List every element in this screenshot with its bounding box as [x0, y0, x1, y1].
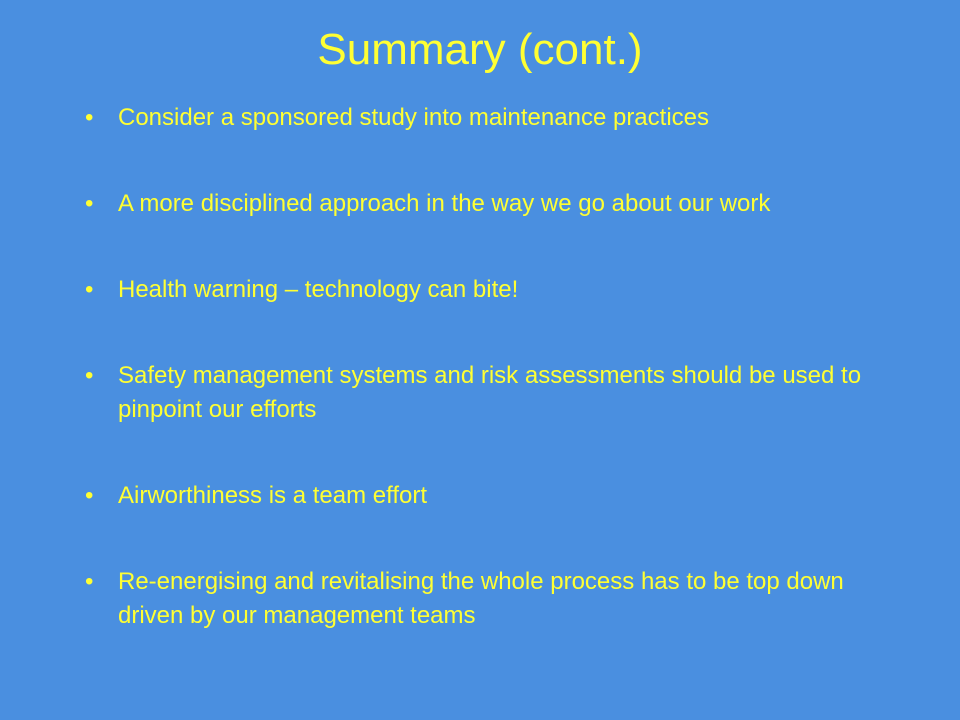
bullet-icon: •: [85, 568, 94, 595]
bullet-text: Consider a sponsored study into maintenance practices: [118, 104, 709, 131]
bullet-item: [80, 273, 880, 307]
bullet-item: [80, 359, 880, 427]
bullet-item: [80, 187, 880, 221]
bullet-text: Re-energising and revitalising the whole process has to be top down driven by our management teams: [118, 568, 844, 629]
bullet-list: [80, 101, 880, 633]
bullet-text: A more disciplined approach in the way we go about our work: [118, 190, 771, 217]
bullet-icon: •: [85, 362, 94, 389]
bullet-item: [80, 565, 880, 633]
bullet-item: [80, 479, 880, 513]
slide-title: Summary (cont.): [317, 25, 643, 74]
bullet-icon: •: [85, 482, 94, 509]
bullet-text: Health warning – technology can bite!: [118, 276, 519, 303]
bullet-icon: •: [85, 104, 94, 131]
bullet-text: Safety management systems and risk assessments should be used to pinpoint our efforts: [118, 362, 862, 423]
bullet-text: Airworthiness is a team effort: [118, 482, 428, 509]
bullet-icon: •: [85, 276, 94, 303]
bullet-icon: •: [85, 190, 94, 217]
bullet-item: [80, 101, 880, 135]
